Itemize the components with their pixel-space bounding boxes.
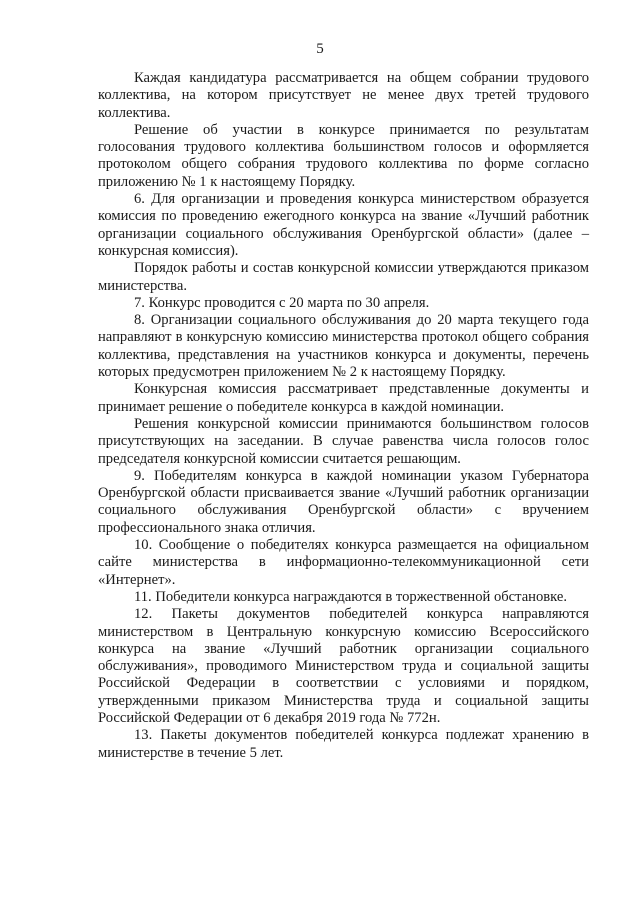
- paragraph-candidacy-meeting: Каждая кандидатура рассматривается на общем собрании трудового коллектива, на котором присутствует не менее двух третей трудового коллектива.: [98, 70, 589, 121]
- paragraph-item-9: 9. Победителям конкурса в каждой номинации указом Губернатора Оренбургской области присваивается звание «Лучший работник организации социального обслуживания Оренбургской области» с вручением профессионального знака отличия.: [98, 467, 589, 536]
- document-body: [98, 70, 589, 762]
- paragraph-commission-review: Конкурсная комиссия рассматривает представленные документы и принимает решение о победителе конкурса в каждой номинации.: [98, 381, 589, 415]
- paragraph-item-7: 7. Конкурс проводится с 20 марта по 30 апреля.: [134, 294, 430, 311]
- paragraph-commission-order: Порядок работы и состав конкурсной комиссии утверждаются приказом министерства.: [98, 260, 589, 294]
- paragraph-item-8: 8. Организации социального обслуживания до 20 марта текущего года направляют в конкурсную комиссию министерства протокол общего собрания коллектива, представления на участников конкурса и документы, перечень которых предусмотрен приложением № 2 к настоящему Порядку.: [98, 312, 589, 381]
- page-number: 5: [316, 41, 324, 57]
- paragraph-item-10: 10. Сообщение о победителях конкурса размещается на официальном сайте министерства в информационно-телекоммуникационной сети «Интернет».: [98, 537, 589, 588]
- paragraph-participation-decision: Решение об участии в конкурсе принимается по результатам голосования трудового коллектива большинством голосов и оформляется протоколом общего собрания трудового коллектива по форме согласно приложению № 1 к настоящему Порядку.: [98, 121, 589, 190]
- paragraph-item-12: 12. Пакеты документов победителей конкурса направляются министерством в Центральную конкурсную комиссию Всероссийского конкурса на звание «Лучший работник организации социального обслуживания», проводимого Министерством труда и социальной защиты Российской Федерации в соответствии с условиями и порядком, утвержденными приказом Министерства труда и социальной защиты Российской Федерации от 6 декабря 2019 года № 772н.: [98, 606, 589, 726]
- paragraph-item-13: 13. Пакеты документов победителей конкурса подлежат хранению в министерстве в течение 5 лет.: [98, 727, 589, 761]
- paragraph-item-11: 11. Победители конкурса награждаются в торжественной обстановке.: [134, 588, 568, 605]
- paragraph-commission-voting: Решения конкурсной комиссии принимаются большинством голосов присутствующих на заседании. В случае равенства числа голосов голос председателя конкурсной комиссии считается решающим.: [98, 415, 589, 467]
- paragraph-item-6: 6. Для организации и проведения конкурса министерством образуется комиссия по проведению ежегодного конкурса на звание «Лучший работник организации социального обслуживания Оренбургской области» (далее – конкурсная комиссия).: [98, 191, 589, 259]
